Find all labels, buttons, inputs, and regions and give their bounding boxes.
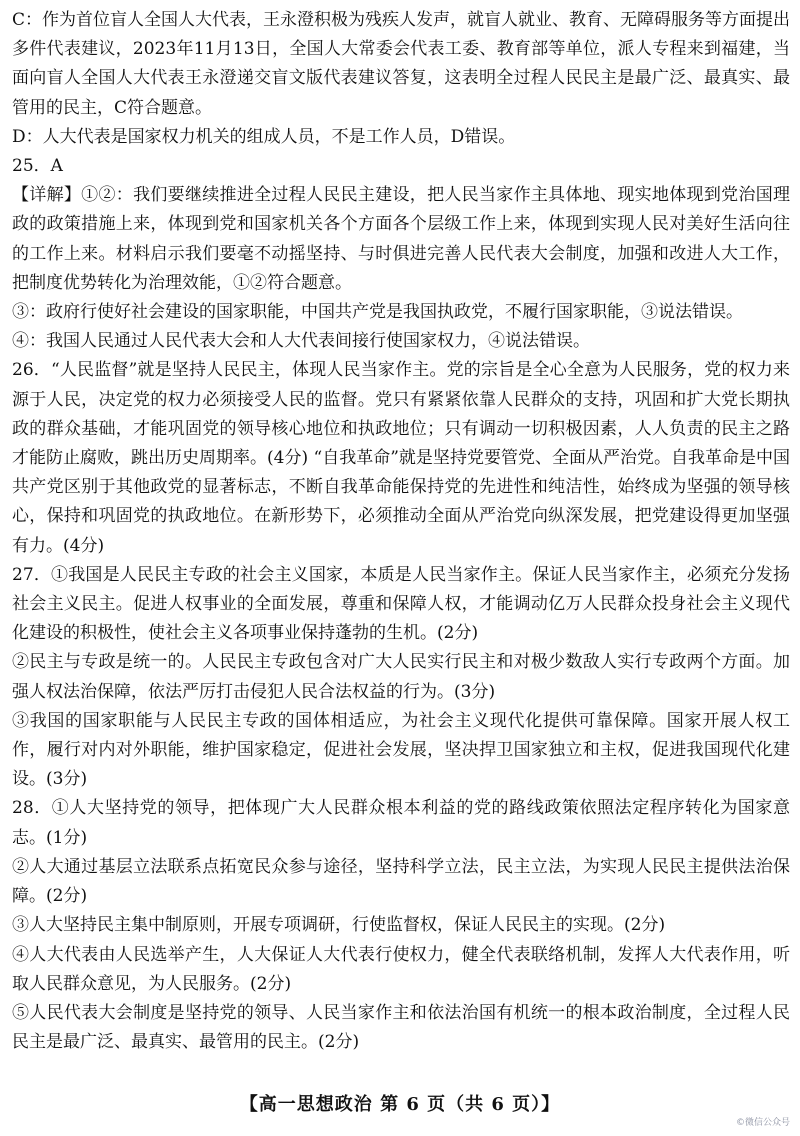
- paragraph-detail-25: 【详解】①②：我们要继续推进全过程人民民主建设，把人民当家作主具体地、现实地体现到党治国理政的政策措施上来，体现到党和国家机关各个方面各个层级工作上来，体现到实现人民对美好生活向往的工作上来。材料启示我们要毫不动摇坚持、与时俱进完善人民代表大会制度，加强和改进人大工作，把制度优势转化为治理效能，①②符合题意。: [12, 185, 790, 293]
- watermark-logo: ©微信公众号: [735, 1118, 790, 1128]
- answer-28-point-1: 28．①人大坚持党的领导，把体现广大人民群众根本利益的党的路线政策依照法定程序转化为国家意志。(1分): [12, 798, 790, 848]
- answer-28-point-4: ④人大代表由人民选举产生，人大保证人大代表行使权力，健全代表联络机制，发挥人大代表作用，听取人民群众意见，为人民服务。(2分): [12, 944, 790, 994]
- answer-28-point-5: ⑤人民代表大会制度是坚持党的领导、人民当家作主和依法治国有机统一的根本政治制度，全过程人民民主是最广泛、最真实、最管用的民主。(2分): [12, 1002, 790, 1053]
- answer-26: 26．“人民监督”就是坚持人民民主，体现人民当家作主。党的宗旨是全心全意为人民服务，党的权力来源于人民，决定党的权力必须接受人民的监督。党只有紧紧依靠人民群众的支持，巩固和扩大党长期执政的群众基础，才能巩固党的领导核心地位和执政地位；只有调动一切积极因素，人人负责的民主之路才能防止腐败，跳出历史周期率。(4分) “自我革命”就是坚持党要管党、全面从严治党。自我革命是中国共产党区别于其他政党的显著标志，不断自我革命能保持党的先进性和纯洁性，始终成为坚强的领导核心，保持和巩固党的执政地位。在新形势下，必须推动全面从严治党向纵深发展，把党建设得更加坚强有力。(4分): [12, 360, 790, 556]
- page-footer: 【高一思想政治 第 6 页（共 6 页）】: [239, 1094, 561, 1115]
- answer-27-point-2: ②民主与专政是统一的。人民民主专政包含对广大人民实行民主和对极少数敌人实行专政两个方面。加强人权法治保障，依法严厉打击侵犯人民合法权益的行为。(3分): [12, 652, 790, 702]
- paragraph-option-c: C：作为首位盲人全国人大代表，王永澄积极为残疾人发声，就盲人就业、教育、无障碍服务等方面提出多件代表建议，2023年11月13日，全国人大常委会代表工委、教育部等单位，派人专程来到福建，当面向盲人全国人大代表王永澄递交盲文版代表建议答复，这表明全过程人民民主是最广泛、最真实、最管用的民主，C符合题意。: [12, 10, 791, 118]
- paragraph-option-d: D：人大代表是国家权力机关的组成人员，不是工作人员，D错误。: [12, 126, 516, 147]
- answer-28-point-3: ③人大坚持民主集中制原则，开展专项调研，行使监督权，保证人民民主的实现。(2分): [12, 915, 666, 936]
- document-body: [12, 6, 790, 1057]
- paragraph-item-3: ③：政府行使好社会建设的国家职能，中国共产党是我国执政党，不履行国家职能，③说法错误。: [12, 302, 743, 323]
- paragraph-item-4: ④：我国人民通过人民代表大会和人大代表间接行使国家权力，④说法错误。: [12, 331, 590, 352]
- answer-25: 25．A: [12, 156, 63, 177]
- answer-27-point-3: ③我国的国家职能与人民民主专政的国体相适应，为社会主义现代化提供可靠保障。国家开展人权工作，履行对内对外职能，维护国家稳定，促进社会发展，坚决捍卫国家独立和主权，促进我国现代化建设。(3分): [12, 710, 790, 790]
- answer-27-point-1: 27．①我国是人民民主专政的社会主义国家，本质是人民当家作主。保证人民当家作主，必须充分发扬社会主义民主。促进人权事业的全面发展，尊重和保障人权，才能调动亿万人民群众投身社会主义现代化建设的积极性，使社会主义各项事业保持蓬勃的生机。(2分): [12, 564, 790, 644]
- answer-28-point-2: ②人大通过基层立法联系点拓宽民众参与途径，坚持科学立法，民主立法，为实现人民民主提供法治保障。(2分): [12, 856, 790, 907]
